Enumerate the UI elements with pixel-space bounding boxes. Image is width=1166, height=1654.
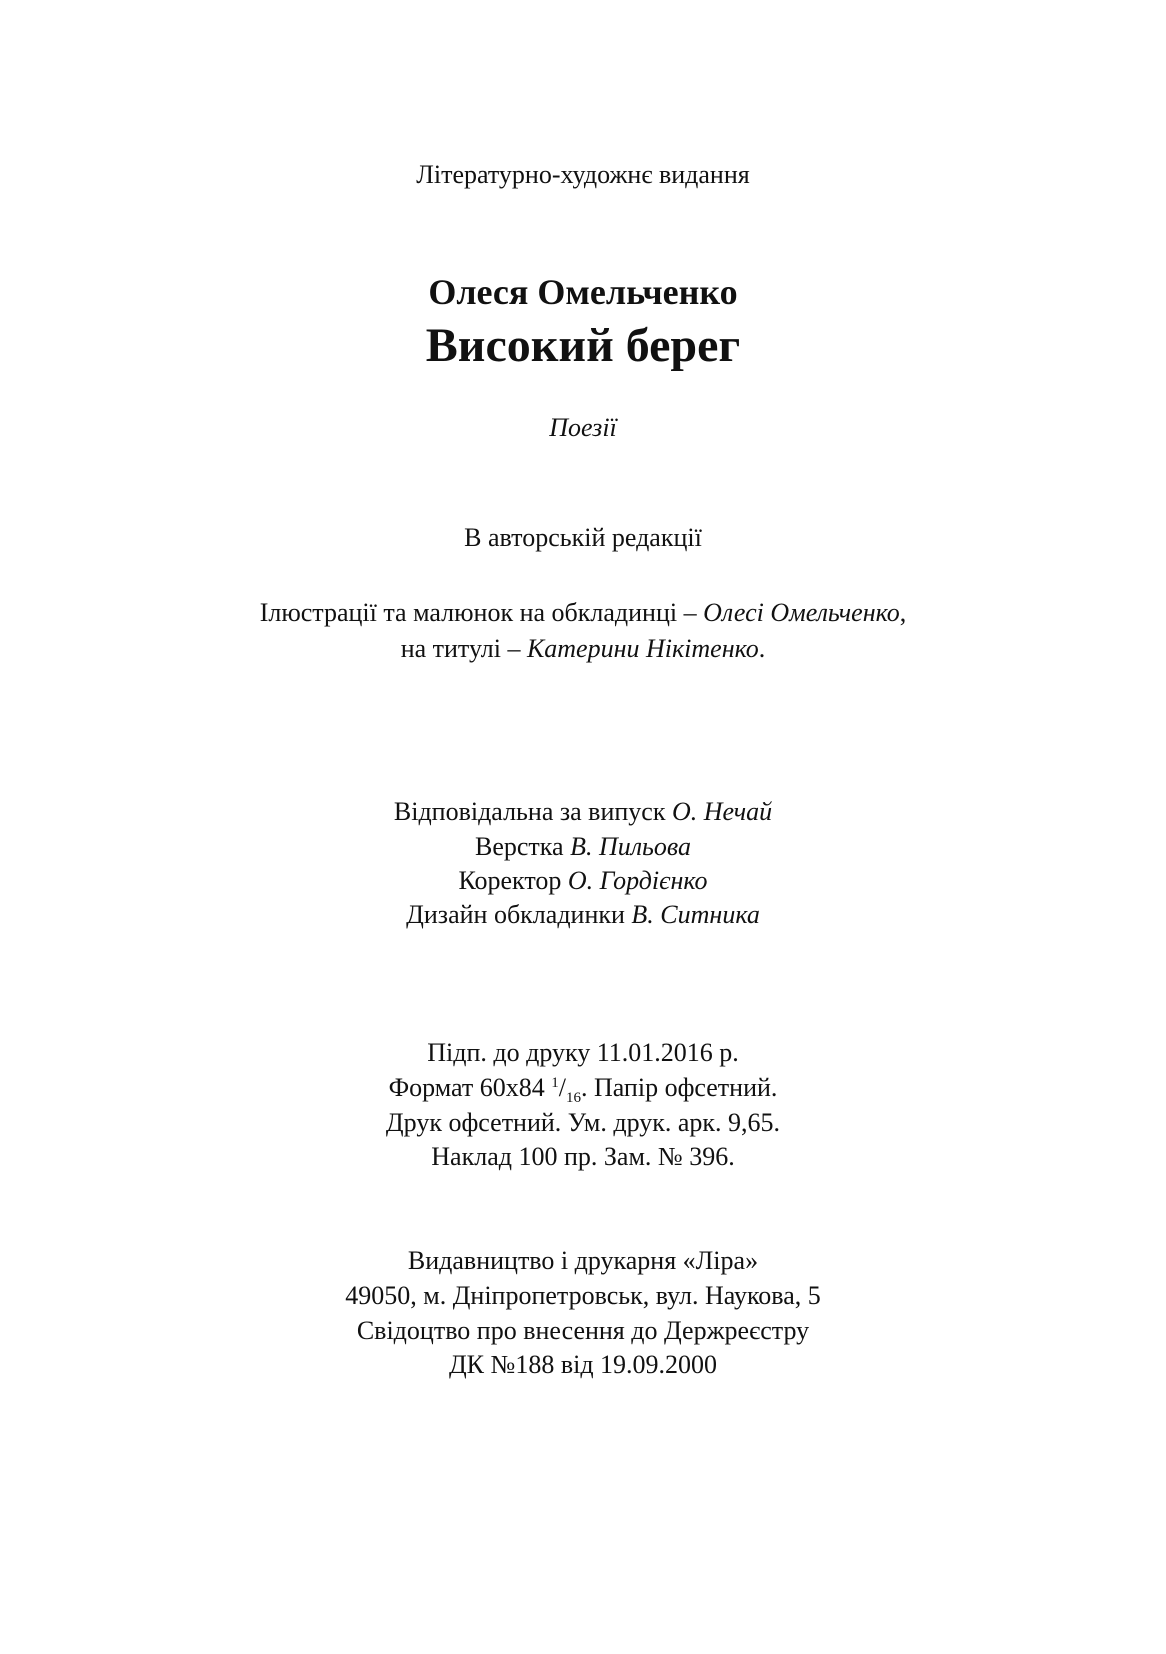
editorial-note: В авторській редакції: [464, 523, 702, 552]
credit-name: О. Гордієнко: [567, 866, 708, 895]
book-title: Високий берег: [425, 319, 741, 372]
certificate-number: ДК №188 від 19.09.2000: [448, 1350, 718, 1379]
credit-name: В. Пильова: [570, 832, 691, 861]
print-run: Наклад 100 пр. Зам. № 396.: [431, 1142, 735, 1171]
format-slash: /: [558, 1073, 566, 1102]
credit-release: [0, 795, 1166, 829]
title-page-illustrator-name: Катерини Нікітенко: [527, 634, 759, 663]
title-page-text: на титулі –: [400, 634, 528, 663]
illustrator-name: Олесі Омельченко: [703, 598, 900, 627]
credit-layout: [0, 830, 1166, 864]
illustrations-line-2: [0, 632, 1166, 666]
credit-name: О. Нечай: [671, 797, 773, 826]
print-info: Друк офсетний. Ум. друк. арк. 9,65.: [385, 1108, 781, 1137]
format-prefix: Формат 60х84: [388, 1073, 552, 1102]
format-denominator: 16: [565, 1090, 581, 1106]
publisher-name: Видавництво і друкарня «Ліра»: [407, 1246, 759, 1275]
illustrations-line-1: [0, 596, 1166, 630]
punctuation: ,: [899, 598, 907, 627]
author-name: Олеся Омельченко: [428, 272, 738, 312]
edition-type: Літературно-художнє видання: [416, 160, 750, 189]
credit-cover-design: [0, 898, 1166, 932]
signed-to-print: Підп. до друку 11.01.2016 р.: [427, 1038, 739, 1067]
punctuation: .: [758, 634, 766, 663]
credit-role: Дизайн обкладинки: [406, 900, 632, 929]
format-line: [0, 1071, 1166, 1105]
format-numerator: 1: [551, 1075, 559, 1091]
genre-label: Поезії: [549, 413, 617, 442]
format-suffix: . Папір офсетний.: [580, 1073, 778, 1102]
credit-role: Відповідальна за випуск: [393, 797, 672, 826]
credit-proofreader: [0, 864, 1166, 898]
credit-name: В. Ситника: [631, 900, 760, 929]
registry-certificate: Свідоцтво про внесення до Держреєстру: [356, 1316, 810, 1345]
credit-role: Верстка: [475, 832, 571, 861]
credit-role: Коректор: [458, 866, 568, 895]
publisher-address: 49050, м. Дніпропетровськ, вул. Наукова, 5: [345, 1281, 821, 1310]
illustrations-text: Ілюстрації та малюнок на обкладинці –: [259, 598, 704, 627]
